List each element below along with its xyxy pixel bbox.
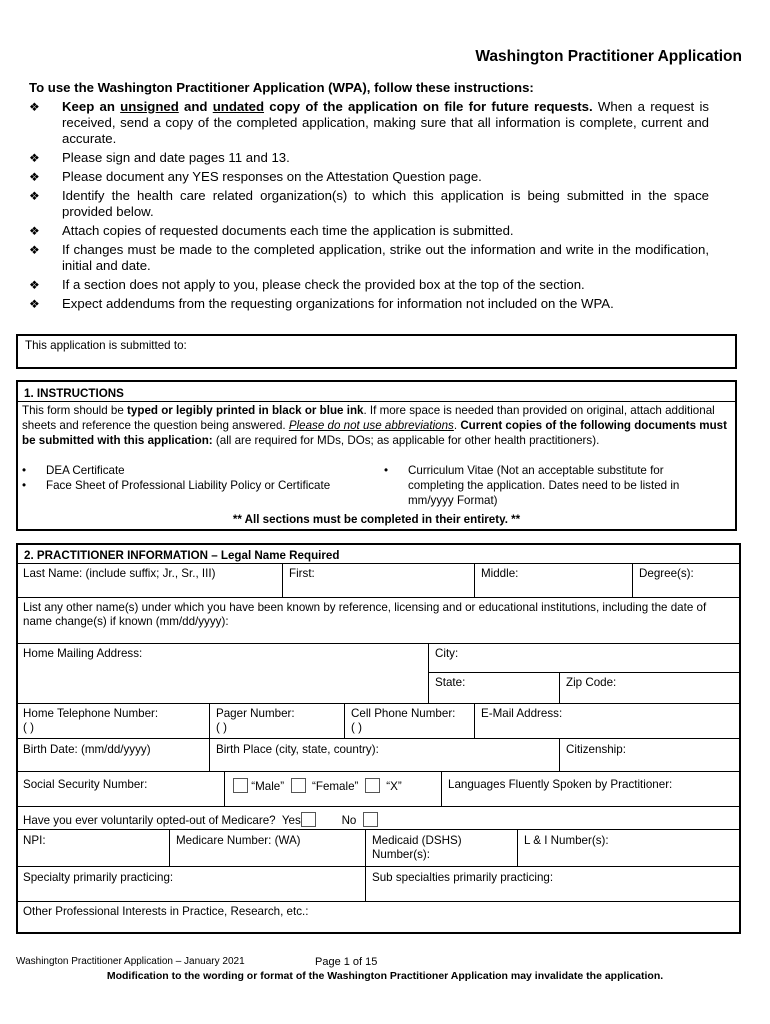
divider xyxy=(441,771,442,806)
divider xyxy=(428,643,429,703)
birth-place-field[interactable]: Birth Place (city, state, country): xyxy=(216,743,379,756)
li-number-field[interactable]: L & I Number(s): xyxy=(524,834,609,847)
divider xyxy=(282,563,283,597)
home-address-field[interactable]: Home Mailing Address: xyxy=(23,647,143,660)
page-title: Washington Practitioner Application xyxy=(475,48,742,65)
divider xyxy=(517,829,518,866)
intro-list xyxy=(29,99,709,312)
optout-no-checkbox[interactable] xyxy=(363,812,378,827)
area-code-parens: ( ) xyxy=(216,721,227,734)
divider xyxy=(16,738,741,739)
list-item: ❖ Expect addendums from the requesting organizations for information not included on the WPA. xyxy=(29,296,614,311)
list-item: ❖ Please document any YES responses on the Attestation Question page. xyxy=(29,169,482,184)
divider xyxy=(632,563,633,597)
divider xyxy=(559,672,560,703)
subspecialties-field[interactable]: Sub specialties primarily practicing: xyxy=(372,871,554,884)
last-name-field[interactable]: Last Name: (include suffix; Jr., Sr., III) xyxy=(23,567,216,580)
x-gender-checkbox[interactable] xyxy=(365,778,380,793)
other-interests-field[interactable]: Other Professional Interests in Practice, Research, etc.: xyxy=(23,905,309,918)
diamond-bullet-icon: ❖ xyxy=(29,100,40,114)
ssn-field[interactable]: Social Security Number: xyxy=(23,778,148,791)
gender-options: “Male” “Female” “X” xyxy=(228,775,440,797)
bullet-icon: • xyxy=(384,464,389,477)
other-names-field[interactable]: List any other name(s) under which you have been known by reference, licensing and or educational institutions, including the date of name change(s) if known (mm/dd/yyyy): xyxy=(23,601,707,628)
diamond-bullet-icon: ❖ xyxy=(29,224,40,238)
divider xyxy=(474,703,475,738)
required-documents-left xyxy=(22,463,362,493)
footer-notice: Modification to the wording or format of the Washington Practitioner Application may invalidate the application. xyxy=(106,970,664,982)
medicare-number-field[interactable]: Medicare Number: (WA) xyxy=(176,834,301,847)
female-checkbox[interactable] xyxy=(291,778,306,793)
footer-form-version: Washington Practitioner Application – January 2021 xyxy=(16,956,245,967)
divider xyxy=(169,829,170,866)
page-number: Page 1 of 15 xyxy=(315,956,378,968)
list-item: ❖ Attach copies of requested documents each time the application is submitted. xyxy=(29,223,514,238)
pager-label: Pager Number: xyxy=(216,707,295,720)
specialty-field[interactable]: Specialty primarily practicing: xyxy=(23,871,174,884)
list-item: • Curriculum Vitae (Not an acceptable substitute for completing the application. Dates need to be listed in mm/yyyy Format) xyxy=(384,464,680,507)
citizenship-field[interactable]: Citizenship: xyxy=(566,743,626,756)
first-name-field[interactable]: First: xyxy=(289,567,315,580)
divider xyxy=(16,401,737,402)
cell-phone-label: Cell Phone Number: xyxy=(351,707,456,720)
divider xyxy=(365,829,366,901)
area-code-parens: ( ) xyxy=(23,721,34,734)
cell-phone-field[interactable] xyxy=(346,704,473,738)
divider xyxy=(209,703,210,771)
instructions-intro xyxy=(29,80,709,312)
divider xyxy=(16,866,741,867)
home-phone-label: Home Telephone Number: xyxy=(23,707,159,720)
submitted-to-field[interactable] xyxy=(16,334,737,369)
area-code-parens: ( ) xyxy=(351,721,362,734)
section-2-heading: 2. PRACTITIONER INFORMATION – Legal Name Required xyxy=(24,549,340,562)
list-item: ❖ Keep an unsigned and undated copy of the application on file for future requests. When a request is received, send a copy of the completed application, making sure that all information is complete, current and accurate. xyxy=(29,99,709,146)
bullet-icon: • xyxy=(22,479,27,492)
diamond-bullet-icon: ❖ xyxy=(29,297,40,311)
medicaid-number-field[interactable]: Medicaid (DSHS) Number(s): xyxy=(372,834,462,861)
state-field[interactable]: State: xyxy=(435,676,466,689)
degrees-field[interactable]: Degree(s): xyxy=(639,567,694,580)
instructions-paragraph: This form should be typed or legibly printed in black or blue ink. If more space is needed than provided on original, attach additional sheets and reference the question being answered. Please do not use abbreviations. Current copies of the following documents must be submitted with this application: (all are required for MDs, DOs; as applicable for other health practitioners). xyxy=(22,404,727,447)
diamond-bullet-icon: ❖ xyxy=(29,151,40,165)
diamond-bullet-icon: ❖ xyxy=(29,170,40,184)
divider xyxy=(16,806,741,807)
list-item: ❖ If a section does not apply to you, please check the provided box at the top of the section. xyxy=(29,277,585,292)
divider xyxy=(224,771,225,806)
list-item: ❖ Identify the health care related organization(s) to which this application is being submitted in the space provided below. xyxy=(29,188,709,219)
divider xyxy=(16,771,741,772)
home-phone-field[interactable] xyxy=(18,704,208,738)
divider xyxy=(344,703,345,738)
birth-date-field[interactable]: Birth Date: (mm/dd/yyyy) xyxy=(23,743,151,756)
list-item: • DEA Certificate xyxy=(22,464,125,477)
divider xyxy=(559,738,560,771)
diamond-bullet-icon: ❖ xyxy=(29,278,40,292)
optout-yes-checkbox[interactable] xyxy=(301,812,316,827)
male-checkbox[interactable] xyxy=(233,778,248,793)
city-field[interactable]: City: xyxy=(435,647,459,660)
list-item: ❖ Please sign and date pages 11 and 13. xyxy=(29,150,290,165)
bullet-icon: • xyxy=(22,464,27,477)
zip-code-field[interactable]: Zip Code: xyxy=(566,676,617,689)
required-documents-right xyxy=(384,463,714,508)
list-item: ❖ If changes must be made to the completed application, strike out the information and write in the modification, initial and date. xyxy=(29,242,709,273)
email-field[interactable]: E-Mail Address: xyxy=(481,707,563,720)
divider xyxy=(474,563,475,597)
languages-field[interactable]: Languages Fluently Spoken by Practitioner: xyxy=(448,778,673,791)
diamond-bullet-icon: ❖ xyxy=(29,243,40,257)
completion-note: ** All sections must be completed in their entirety. ** xyxy=(232,513,521,526)
submitted-to-label: This application is submitted to: xyxy=(25,339,187,352)
pager-field[interactable] xyxy=(211,704,343,738)
npi-field[interactable]: NPI: xyxy=(23,834,46,847)
list-item: • Face Sheet of Professional Liability Policy or Certificate xyxy=(22,479,331,492)
intro-heading: To use the Washington Practitioner Application (WPA), follow these instructions: xyxy=(29,80,534,95)
medicare-optout-row: Have you ever voluntarily opted-out of Medicare? Yes No xyxy=(18,809,718,831)
middle-name-field[interactable]: Middle: xyxy=(481,567,519,580)
diamond-bullet-icon: ❖ xyxy=(29,189,40,203)
section-1-heading: 1. INSTRUCTIONS xyxy=(24,387,124,400)
